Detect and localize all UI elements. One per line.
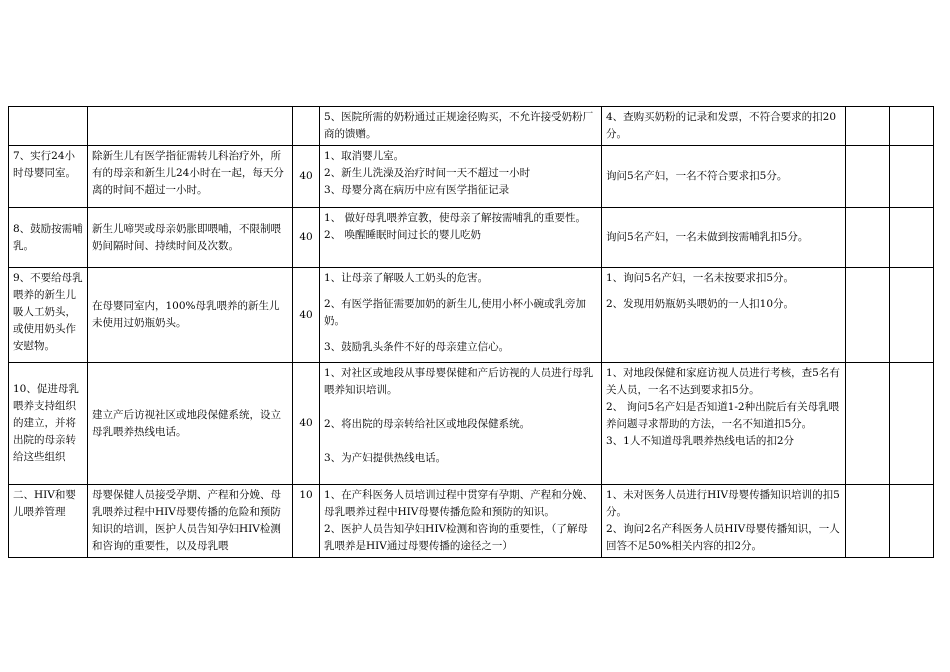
table-row (9, 107, 934, 146)
requirement-text: 在母婴同室内，100%母乳喂养的新生儿未使用过奶瓶奶头。 (92, 300, 280, 329)
method-line: 3、为产妇提供热线电话。 (324, 452, 447, 464)
deduction-cell (602, 107, 846, 146)
deduction-line: 询问5名产妇，一名不符合要求扣5分。 (606, 170, 788, 182)
method-line: 1、 做好母乳喂养宣教，使母亲了解按需哺乳的重要性。 (324, 212, 587, 224)
method-cell (320, 485, 602, 558)
table-row (9, 363, 934, 485)
blank-cell (890, 268, 934, 363)
blank-cell (890, 107, 934, 146)
deduction-line: 4、查购买奶粉的记录和发票，不符合要求的扣20分。 (606, 111, 837, 140)
item-cell (9, 363, 88, 485)
requirement-cell (88, 485, 293, 558)
method-cell (320, 363, 602, 485)
deduction-line: 1、询问5名产妇，一名未按要求扣5分。 (606, 272, 795, 284)
deduction-cell (602, 363, 846, 485)
method-cell (320, 208, 602, 268)
item-text: 9、不要给母乳喂养的新生儿吸人工奶头，或使用奶头作安慰物。 (13, 272, 83, 352)
score-value: 40 (299, 308, 313, 321)
assessment-table (8, 106, 934, 558)
method-cell (320, 107, 602, 146)
method-line: 1、对社区或地段从事母婴保健和产后访视的人员进行母乳喂养知识培训。 (324, 367, 594, 396)
table-row (9, 208, 934, 268)
item-text: 7、实行24小时母婴同室。 (13, 150, 76, 179)
score-cell (293, 146, 320, 208)
method-line: 2、有医学指征需要加奶的新生儿,使用小杯小碗或乳旁加奶。 (324, 298, 587, 327)
score-value: 40 (299, 170, 313, 182)
score-cell (293, 485, 320, 558)
requirement-cell (88, 107, 293, 146)
method-cell (320, 146, 602, 208)
item-text: 10、促进母乳喂养支持组织的建立，并将出院的母亲转给这些组织 (13, 383, 79, 463)
deduction-cell (602, 146, 846, 208)
blank-cell (846, 107, 890, 146)
method-line: 2、将出院的母亲转给社区或地段保健系统。 (324, 418, 531, 430)
item-cell (9, 208, 88, 268)
requirement-cell (88, 146, 293, 208)
blank-cell (846, 363, 890, 485)
item-text: 二、HIV和婴儿喂养管理 (13, 489, 76, 518)
score-cell (293, 363, 320, 485)
requirement-text: 建立产后访视社区或地段保健系统，设立母乳喂养热线电话。 (92, 408, 281, 438)
deduction-line: 询问5名产妇，一名未做到按需哺乳扣5分。 (606, 231, 809, 243)
deduction-line: 1、对地段保健和家庭访视人员进行考核，查5名有关人员，一名不达到要求扣5分。 (606, 367, 840, 396)
method-line: 2、医护人员告知孕妇HIV检测和咨询的重要性，（了解母乳喂养是HIV通过母婴传播的途径之一） (324, 523, 588, 552)
deduction-line: 3、1人不知道母乳喂养热线电话的扣2分 (606, 435, 795, 447)
item-cell (9, 146, 88, 208)
method-line: 3、母婴分离在病历中应有医学指征记录 (324, 184, 510, 196)
score-cell (293, 268, 320, 363)
requirement-cell (88, 363, 293, 485)
table-row (9, 268, 934, 363)
deduction-line: 2、 询问5名产妇是否知道1-2种出院后有关母乳喂养问题寻求帮助的方法，一名不知道扣5分。 (606, 401, 840, 430)
method-line: 1、在产科医务人员培训过程中贯穿有孕期、产程和分娩、母乳喂养过程中HIV母婴传播危险和预防的知识。 (324, 489, 594, 518)
method-line: 3、鼓励乳头条件不好的母亲建立信心。 (324, 341, 510, 353)
item-cell (9, 268, 88, 363)
blank-cell (890, 146, 934, 208)
item-cell (9, 485, 88, 558)
table-row (9, 146, 934, 208)
method-line: 5、医院所需的奶粉通过正规途径购买，不允许接受奶粉厂商的馈赠。 (324, 111, 594, 140)
deduction-line: 1、未对医务人员进行HIV母婴传播知识培训的扣5分。 (606, 489, 840, 518)
method-line: 1、让母亲了解吸人工奶头的危害。 (324, 272, 489, 284)
blank-cell (846, 208, 890, 268)
deduction-line: 2、发现用奶瓶奶头喂奶的一人扣10分。 (606, 298, 795, 310)
requirement-cell (88, 208, 293, 268)
blank-cell (890, 363, 934, 485)
item-cell (9, 107, 88, 146)
requirement-text: 新生儿啼哭或母亲奶胀即喂哺，不限制喂奶间隔时间、持续时间及次数。 (92, 222, 281, 252)
requirement-text: 母婴保健人员接受孕期、产程和分娩、母乳喂养过程中HIV母婴传播的危险和预防知识的培训，医护人员告知孕妇HIV检测和咨询的重要性，以及母乳喂 (92, 489, 281, 552)
table-row (9, 485, 934, 558)
deduction-line: 2、询问2名产科医务人员HIV母婴传播知识，一人回答不足50%相关内容的扣2分。 (606, 523, 840, 552)
blank-cell (846, 146, 890, 208)
blank-cell (846, 268, 890, 363)
blank-cell (890, 208, 934, 268)
score-cell (293, 208, 320, 268)
method-line: 2、新生儿洗澡及治疗时间一天不超过一小时 (324, 167, 531, 179)
score-value: 40 (299, 417, 313, 429)
method-line: 2、 唤醒睡眠时间过长的婴儿吃奶 (324, 229, 482, 241)
item-text: 8、鼓励按需哺乳。 (13, 222, 83, 252)
score-value: 40 (299, 231, 313, 243)
deduction-cell (602, 208, 846, 268)
deduction-cell (602, 268, 846, 363)
score-cell (293, 107, 320, 146)
blank-cell (890, 485, 934, 558)
method-cell (320, 268, 602, 363)
requirement-cell (88, 268, 293, 363)
score-value: 10 (299, 489, 313, 501)
blank-cell (846, 485, 890, 558)
method-line: 1、取消婴儿室。 (324, 150, 405, 162)
deduction-cell (602, 485, 846, 558)
requirement-text: 除新生儿有医学指征需转儿科治疗外，所有的母亲和新生儿24小时在一起，每天分离的时间不超过一小时。 (92, 150, 284, 196)
